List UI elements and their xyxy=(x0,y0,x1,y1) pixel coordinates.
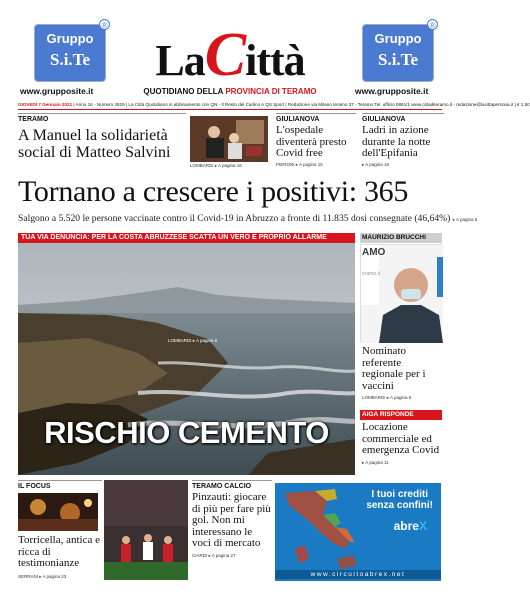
football-photo-art xyxy=(104,480,188,580)
issue-date: GIOVEDÌ 7 Gennaio 2021 xyxy=(18,102,73,107)
side1-portrait-photo xyxy=(360,244,442,342)
main-pageref: ▸ A pagina 5 xyxy=(452,217,478,222)
story-headline: A Manuel la solidarietà social di Matteo Salvini xyxy=(18,127,171,161)
town-night-photo xyxy=(18,493,98,531)
issue-info: | Anno 16 - Numero 4529 | La Città Quotidiano in abbinamento con QN - Il Resto del Carlino e QS Sport | Redazione via Milano teramo 37 - Teramo Tel. ufficio 0861/1 www.cittaditeramo.it - redazione@lacittapersona.it | € 1,50 xyxy=(73,102,530,107)
left-ad-url[interactable]: www.grupposite.it xyxy=(20,86,94,96)
story-photo-people xyxy=(190,116,268,162)
people-photo-art xyxy=(190,116,268,162)
subtitle-pre: QUOTIDIANO DELLA xyxy=(143,87,224,96)
feature-pageref: LOMBARDI ▸ A pagina 6 xyxy=(168,338,218,343)
info-bar xyxy=(18,100,530,110)
registered-mark: ® xyxy=(99,19,110,30)
portrait-art xyxy=(361,245,443,343)
side1-sign: AMO xyxy=(362,247,386,258)
side1-kicker: MAURIZIO BRUCCHI xyxy=(360,233,442,243)
left-ad-line2: S.i.Te xyxy=(49,50,90,69)
story-headline: Ladri in azione durante la notte dell'Epifania xyxy=(362,124,431,159)
bottom-story-focus[interactable] xyxy=(18,480,102,580)
abrex-ad[interactable] xyxy=(275,483,441,581)
feature-caption: RISCHIO CEMENTO xyxy=(44,415,329,450)
logo-pre: La xyxy=(155,36,205,85)
side2-pageref: ▸ A pagina 11 xyxy=(362,459,389,465)
bottom-story-calcio[interactable] xyxy=(192,480,272,559)
story-giulianova-ospedale[interactable] xyxy=(276,113,356,168)
side2-kicker: AIGA RISPONDE xyxy=(360,410,442,420)
main-headline[interactable]: Tornano a crescere i positivi: 365 xyxy=(18,175,409,208)
story-pageref: CIARDI ▸ A pagina 27 xyxy=(192,552,236,558)
masthead-logo[interactable] xyxy=(120,21,340,89)
masthead-subtitle xyxy=(140,87,320,96)
story-giulianova-ladri[interactable] xyxy=(362,113,444,168)
story-headline: Pinzauti: giocare di più per fare più gol. Non mi interessano le voci di mercato xyxy=(192,491,271,549)
side1-headline: Nominato referente regionale per i vaccini xyxy=(362,345,426,392)
abrex-url[interactable]: www.circuitoabrex.net xyxy=(275,570,441,579)
story-pageref: ▸ A pagina 16 xyxy=(362,161,390,167)
side2-story[interactable] xyxy=(362,422,442,466)
main-subhead: Salgono a 5.520 le persone vaccinate contro il Covid-19 in Abruzzo a fronte di 11.835 dosi consegnate (46,64%) ▸ A pagina 5 xyxy=(18,213,478,224)
right-ad-box[interactable] xyxy=(362,21,436,82)
bottom-football-photo xyxy=(104,480,188,580)
registered-mark: ® xyxy=(427,19,438,30)
story-kicker: TERAMO xyxy=(18,113,186,123)
story-teramo[interactable] xyxy=(18,113,186,161)
right-ad-line2: S.i.Te xyxy=(377,50,418,69)
left-ad-line1: Gruppo xyxy=(46,31,94,46)
side1-sign-sub: eramo.it xyxy=(362,271,381,277)
story-headline: Torricella, antica e ricca di testimonianze xyxy=(18,534,100,569)
side1-pageref: LOMBARDI ▸ A pagina 5 xyxy=(362,395,412,400)
left-ad-box[interactable] xyxy=(34,21,108,82)
story-kicker: GIULIANOVA xyxy=(276,113,356,123)
logo-post: ittà xyxy=(245,36,305,85)
abrex-logo: abreX xyxy=(393,519,427,533)
right-ad-url[interactable]: www.grupposite.it xyxy=(355,86,429,96)
story-headline: L'ospedale diventerà presto Covid free xyxy=(276,124,347,159)
feature-photo-coast[interactable] xyxy=(18,243,355,475)
feature-red-bar: TUA VIA DENUNCIA: PER LA COSTA ABRUZZESE SCATTA UN VERO E PROPRIO ALLARME xyxy=(18,233,355,243)
story-kicker: TERAMO CALCIO xyxy=(192,480,272,490)
story-kicker: GIULIANOVA xyxy=(362,113,444,123)
story-kicker: IL FOCUS xyxy=(18,480,102,490)
logo-c: C xyxy=(204,21,246,89)
story-pageref: SERRANI ▸ A pagina 23 xyxy=(18,573,67,579)
side1-story[interactable] xyxy=(362,346,442,401)
abrex-ad-text: I tuoi crediti senza confini! xyxy=(366,489,433,511)
side2-headline: Locazione commerciale ed emergenza Covid xyxy=(362,421,440,456)
story-photo-credit: LOMBARDI ▸ A pagina 16 xyxy=(190,163,242,168)
subtitle-red: PROVINCIA DI TERAMO xyxy=(225,87,317,96)
right-ad-line1: Gruppo xyxy=(374,31,422,46)
story-pageref: PIERONI ▸ A pagina 15 xyxy=(276,161,323,167)
